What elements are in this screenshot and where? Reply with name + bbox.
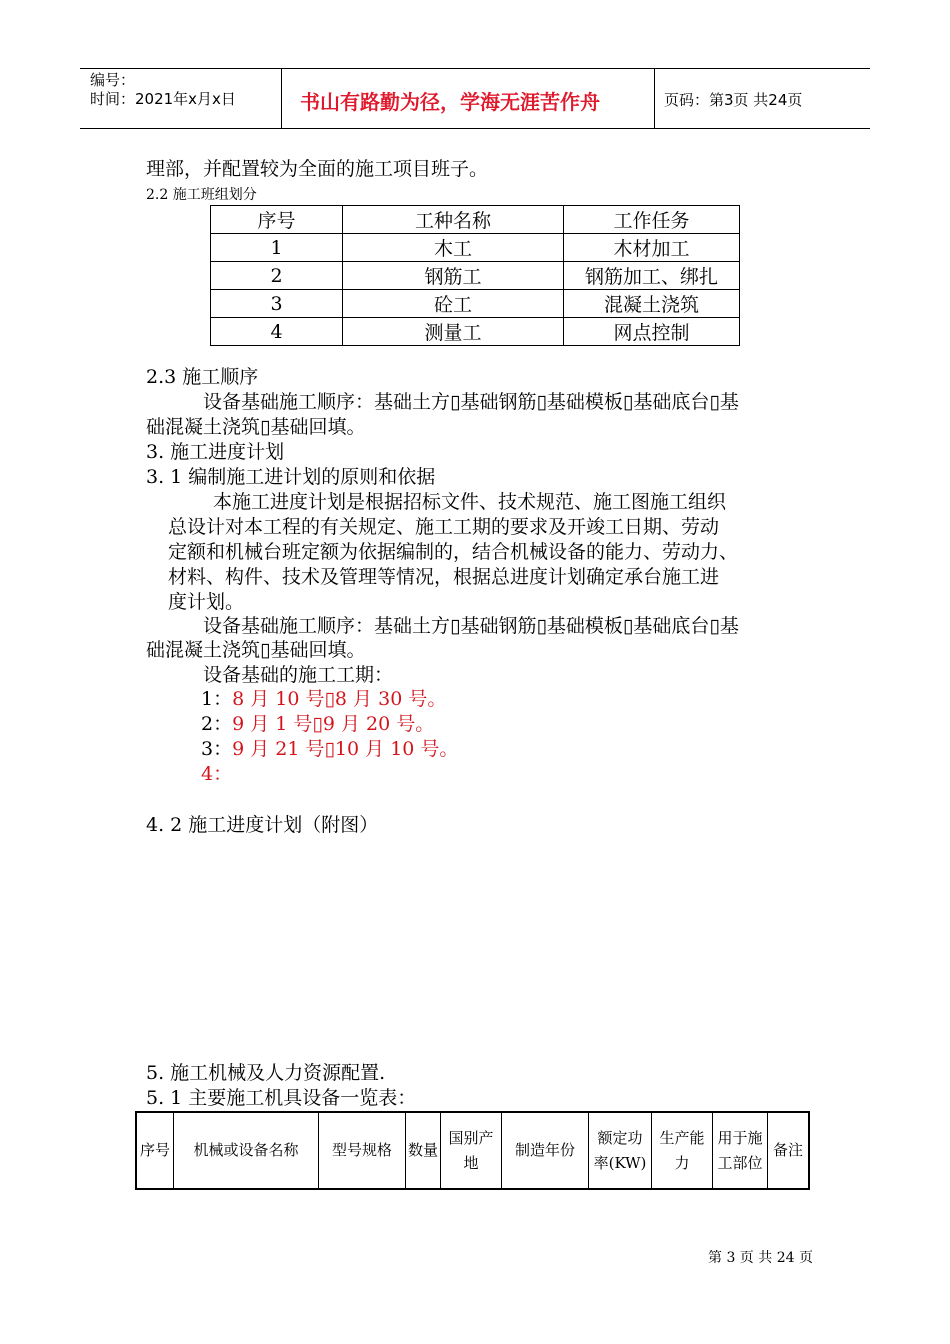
table-cell: 混凝土浇筑 bbox=[564, 290, 740, 318]
table-row bbox=[211, 234, 740, 262]
table-header-cell: 制造年份 bbox=[502, 1112, 589, 1189]
header-divider bbox=[654, 68, 655, 128]
table-row bbox=[211, 262, 740, 290]
section-heading: 3. 1 编制施工进计划的原则和依据 bbox=[146, 466, 436, 488]
header-page-label: 页码：第3页 共24页 bbox=[664, 91, 803, 109]
body-line: 础混凝土浇筑▯基础回填。 bbox=[146, 639, 366, 661]
table-header-row bbox=[211, 206, 740, 234]
body-line: 理部，并配置较为全面的施工项目班子。 bbox=[146, 158, 489, 180]
period-item bbox=[201, 736, 458, 762]
doc-number-label: 编号： bbox=[90, 71, 136, 89]
table-header-cell: 额定功率(KW) bbox=[589, 1112, 652, 1189]
table-header-cell: 机械或设备名称 bbox=[174, 1112, 319, 1189]
section-heading: 2.3 施工顺序 bbox=[146, 366, 259, 388]
table-cell: 木工 bbox=[343, 234, 564, 262]
body-line: 设备基础的施工工期： bbox=[203, 664, 394, 686]
table-header-cell: 序号 bbox=[136, 1112, 174, 1189]
header-bottom-rule bbox=[80, 128, 870, 129]
table-cell: 1 bbox=[211, 234, 343, 262]
header-motto: 书山有路勤为径，学海无涯苦作舟 bbox=[300, 90, 600, 114]
period-date: 8 月 10 号▯8 月 30 号。 bbox=[232, 688, 447, 710]
body-line: 总设计对本工程的有关规定、施工工期的要求及开竣工日期、劳动 bbox=[168, 516, 720, 538]
table-cell: 4 bbox=[211, 318, 343, 346]
body-line: 本施工进度计划是根据招标文件、技术规范、施工图施工组织 bbox=[213, 491, 727, 513]
doc-time-label: 时间：2021年x月x日 bbox=[90, 90, 236, 108]
header-top-rule bbox=[80, 68, 870, 69]
crew-table bbox=[210, 205, 740, 346]
period-item bbox=[201, 686, 446, 712]
period-number: 2： bbox=[201, 713, 233, 735]
section-heading: 5. 施工机械及人力资源配置. bbox=[146, 1062, 386, 1084]
header-divider bbox=[281, 68, 282, 128]
table-header-cell: 数量 bbox=[406, 1112, 441, 1189]
period-item bbox=[201, 761, 232, 787]
period-number: 4： bbox=[201, 763, 233, 785]
table-header-cell: 用于施工部位 bbox=[713, 1112, 768, 1189]
section-heading: 3. 施工进度计划 bbox=[146, 441, 285, 463]
table-cell: 钢筋工 bbox=[343, 262, 564, 290]
table-header-cell: 型号规格 bbox=[319, 1112, 406, 1189]
table-header-cell: 工作任务 bbox=[564, 206, 740, 234]
table-cell: 3 bbox=[211, 290, 343, 318]
table-header-cell: 序号 bbox=[211, 206, 343, 234]
section-heading: 5. 1 主要施工机具设备一览表： bbox=[146, 1087, 417, 1109]
period-number: 3： bbox=[201, 738, 233, 760]
table-cell: 网点控制 bbox=[564, 318, 740, 346]
table-cell: 钢筋加工、绑扎 bbox=[564, 262, 740, 290]
section-heading: 4. 2 施工进度计划（附图） bbox=[146, 814, 379, 836]
table-row bbox=[211, 290, 740, 318]
footer-page-number: 第 3 页 共 24 页 bbox=[708, 1250, 813, 1266]
table-header-row bbox=[136, 1112, 809, 1189]
table-cell: 砼工 bbox=[343, 290, 564, 318]
body-line: 设备基础施工顺序：基础土方▯基础钢筋▯基础模板▯基础底台▯基 bbox=[203, 391, 739, 413]
table-row bbox=[211, 318, 740, 346]
table-cell: 木材加工 bbox=[564, 234, 740, 262]
table-header-cell: 国别产地 bbox=[441, 1112, 502, 1189]
table-cell: 测量工 bbox=[343, 318, 564, 346]
table-header-cell: 生产能力 bbox=[652, 1112, 713, 1189]
equipment-table bbox=[135, 1111, 810, 1190]
body-line: 材料、构件、技术及管理等情况，根据总进度计划确定承台施工进 bbox=[168, 566, 720, 588]
period-number: 1： bbox=[201, 688, 233, 710]
table-cell: 2 bbox=[211, 262, 343, 290]
table-header-cell: 工种名称 bbox=[343, 206, 564, 234]
body-line: 础混凝土浇筑▯基础回填。 bbox=[146, 416, 366, 438]
body-line: 定额和机械台班定额为依据编制的，结合机械设备的能力、劳动力、 bbox=[168, 541, 739, 563]
section-heading: 2.2 施工班组划分 bbox=[146, 187, 257, 203]
period-date: 9 月 21 号▯10 月 10 号。 bbox=[232, 738, 459, 760]
period-item bbox=[201, 711, 434, 737]
body-line: 设备基础施工顺序：基础土方▯基础钢筋▯基础模板▯基础底台▯基 bbox=[203, 615, 739, 637]
body-line: 度计划。 bbox=[168, 591, 245, 613]
table-header-cell: 备注 bbox=[768, 1112, 810, 1189]
period-date: 9 月 1 号▯9 月 20 号。 bbox=[232, 713, 435, 735]
